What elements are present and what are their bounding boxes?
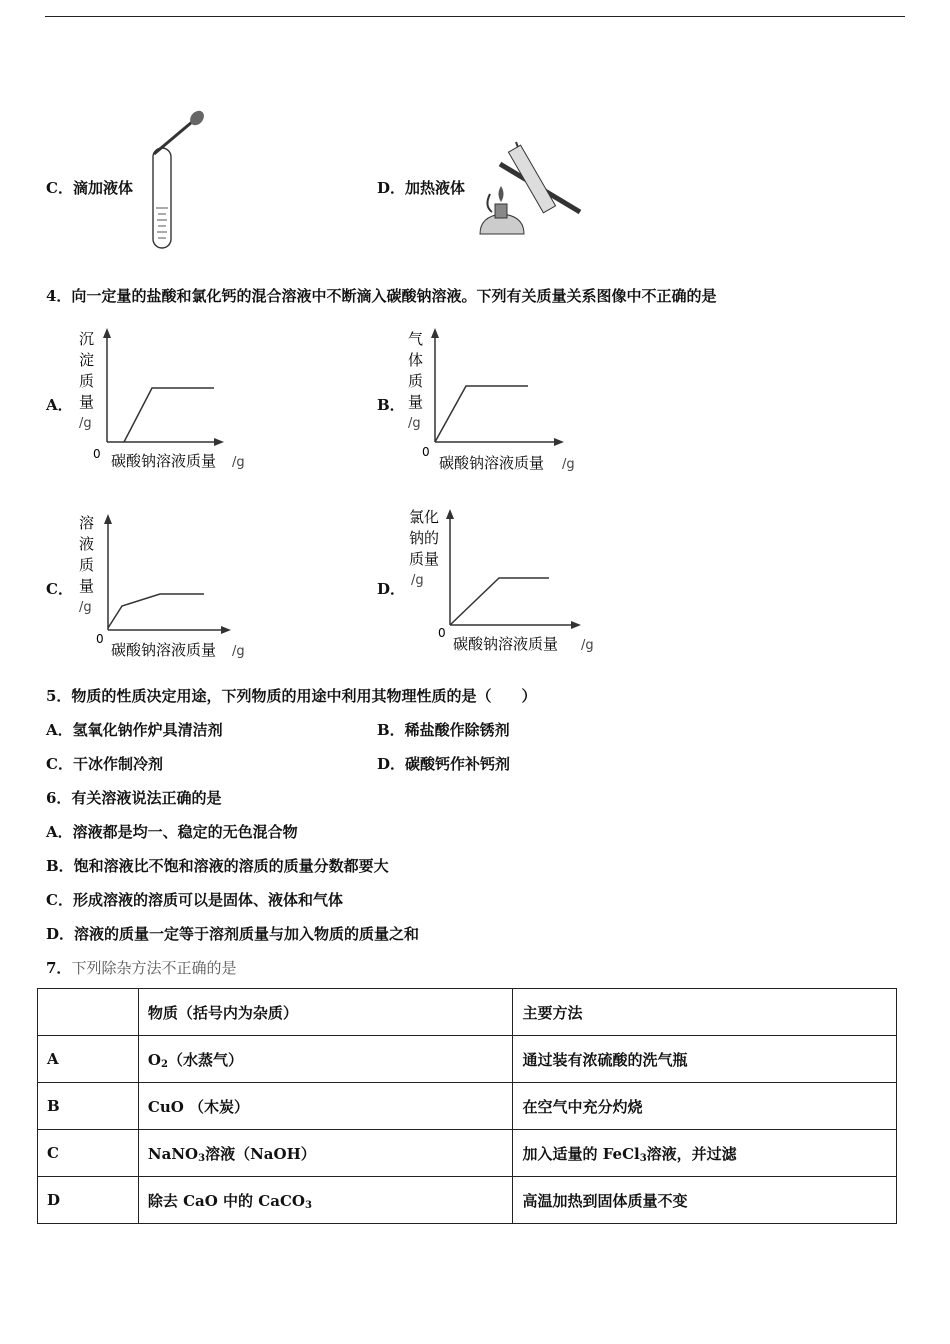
q7-stem-text: 下列除杂方法不正确的是 [71, 959, 237, 977]
chart-c-ylabel-3: 量 [79, 577, 95, 595]
chart-a-y-arrow [103, 328, 111, 338]
header-rule [45, 16, 905, 17]
heating-liquid-illustration [470, 134, 585, 250]
chart-b-line [435, 386, 528, 442]
chart-a-ylabel-3: 量 [79, 393, 95, 411]
table-row [38, 1036, 897, 1083]
chart-d-y-arrow [446, 509, 454, 519]
chart-a-xunit: /g [232, 455, 245, 470]
q4-label-c: C． [46, 580, 73, 598]
q5-option-c: C．干冰作制冷剂 [46, 755, 163, 773]
q7-row-method: 高温加热到固体质量不变 [513, 1177, 897, 1224]
chart-b-xlabel: 碳酸钠溶液质量 [439, 454, 545, 472]
q5-option-d: D．碳酸钙作补钙剂 [377, 755, 511, 773]
chart-c-xunit: /g [232, 644, 245, 659]
q7-row-method: 加入适量的 FeCl$_3$溶液，并过滤 [513, 1130, 897, 1177]
chart-b-ylabel-3: 量 [408, 393, 424, 411]
q7-header-method: 主要方法 [513, 989, 897, 1036]
q4-label-b: B． [377, 396, 405, 414]
chart-a-ylabel-0: 沉 [79, 330, 95, 348]
chart-b-yunit: /g [408, 416, 421, 431]
chart-c-ylabel-0: 溶 [79, 514, 95, 532]
q7-header-blank [38, 989, 139, 1036]
q7-row-method: 在空气中充分灼烧 [513, 1083, 897, 1130]
q6-option-a: A．溶液都是均一、稳定的无色混合物 [46, 823, 298, 841]
q5-stem: 5．物质的性质决定用途，下列物质的用途中利用其物理性质的是（ ） [46, 687, 537, 705]
chart-b-origin: 0 [422, 445, 430, 459]
chart-d-ylabel-2: 质量 [409, 550, 440, 568]
chart-a-x-arrow [214, 438, 224, 446]
q7-number: 7． [46, 959, 72, 977]
q6-option-b: B．饱和溶液比不饱和溶液的溶质的质量分数都要大 [46, 857, 389, 875]
dropper-testtube-illustration [140, 108, 210, 254]
q7-stem [46, 957, 236, 978]
chart-c-ylabel-2: 质 [79, 556, 95, 574]
chart-a-ylabel-2: 质 [79, 372, 95, 390]
chart-c-yunit: /g [79, 600, 92, 615]
q5-option-a: A．氢氧化钠作炉具清洁剂 [46, 721, 223, 739]
chart-d-yunit: /g [411, 573, 424, 588]
chart-a-xlabel: 碳酸钠溶液质量 [111, 452, 217, 470]
q3-option-d: D．加热液体 [377, 179, 466, 197]
chart-a [72, 322, 262, 476]
q3-option-c: C．滴加液体 [46, 179, 133, 197]
q4-label-a: A． [46, 396, 73, 414]
q7-row-method: 通过装有浓硫酸的洗气瓶 [513, 1036, 897, 1083]
q7-row-key: B [38, 1083, 139, 1130]
q7-row-substance: CuO （木炭） [138, 1083, 513, 1130]
chart-b-ylabel-2: 质 [408, 372, 424, 390]
q5-option-b: B．稀盐酸作除锈剂 [377, 721, 510, 739]
chart-d-ylabel-1: 钠的 [409, 529, 440, 547]
chart-c-line [108, 594, 204, 628]
chart-a-yunit: /g [79, 416, 92, 431]
chart-d-ylabel-0: 氯化 [409, 508, 440, 526]
table-row [38, 1177, 897, 1224]
chart-b [402, 322, 592, 476]
chart-c-origin: 0 [96, 632, 104, 646]
chart-d [403, 503, 603, 663]
chart-d-x-arrow [571, 621, 581, 629]
q7-row-substance: $O_2$（水蒸气） [138, 1036, 513, 1083]
chart-d-origin: 0 [438, 626, 446, 640]
q7-row-key: A [38, 1036, 139, 1083]
chart-d-xunit: /g [581, 638, 594, 653]
chart-d-line [450, 578, 549, 625]
chart-c-x-arrow [221, 626, 231, 634]
table-row [38, 1130, 897, 1177]
q7-table [37, 988, 897, 1224]
chart-b-ylabel-1: 体 [408, 351, 424, 369]
chart-c-y-arrow [104, 514, 112, 524]
chart-a-line [124, 388, 214, 442]
q7-header-substance: 物质（括号内为杂质） [138, 989, 513, 1036]
chart-a-origin: 0 [93, 447, 101, 461]
q7-row-key: C [38, 1130, 139, 1177]
q6-stem: 6．有关溶液说法正确的是 [46, 789, 222, 807]
q7-row-substance: NaNO$_3$溶液（NaOH） [138, 1130, 513, 1177]
q6-option-c: C．形成溶液的溶质可以是固体、液体和气体 [46, 891, 343, 909]
chart-b-y-arrow [431, 328, 439, 338]
chart-c [72, 510, 262, 666]
chart-a-ylabel-1: 淀 [79, 351, 95, 369]
q7-row-substance: 除去 CaO 中的 CaCO$_3$ [138, 1177, 513, 1224]
chart-b-ylabel-0: 气 [408, 330, 424, 348]
q4-stem: 4．向一定量的盐酸和氯化钙的混合溶液中不断滴入碳酸钠溶液。下列有关质量关系图像中不正确的是 [46, 287, 717, 305]
q4-label-d: D． [377, 580, 406, 598]
table-row [38, 1083, 897, 1130]
chart-b-x-arrow [554, 438, 564, 446]
q6-option-d: D．溶液的质量一定等于溶剂质量与加入物质的质量之和 [46, 925, 420, 943]
chart-c-ylabel-1: 液 [79, 535, 95, 553]
chart-d-xlabel: 碳酸钠溶液质量 [453, 635, 559, 653]
q7-row-key: D [38, 1177, 139, 1224]
chart-b-xunit: /g [562, 457, 575, 472]
chart-c-xlabel: 碳酸钠溶液质量 [111, 641, 217, 659]
q7-header-row [38, 989, 897, 1036]
